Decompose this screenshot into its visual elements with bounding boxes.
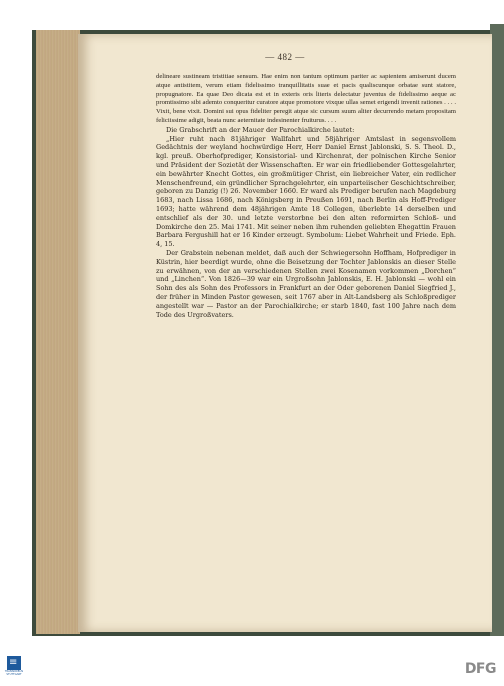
book-page [78, 34, 492, 632]
library-logo-icon: ≡ [7, 656, 21, 670]
paragraph-intro: Die Grabschrift an der Mauer der Parochialkirche lautet: [166, 125, 355, 134]
paragraph-gravestone: Der Grabstein nebenan meldet, daß auch der Schwiegersohn Hoffham, Hofprediger in Küstrin, hier beerdigt wurde, ohne die Beisetzung der Tochter Jablonskis an dieser Stelle zu erwähnen, von der an verschiedenen Stellen zwei Kosenamen vorkommen „Dorchen“ und „Linchen“. Von 1826—39 war ein Urgroßsohn Jablonskis, E. H. Jablonski — wohl ein Sohn des als Sohn des Professors in Frankfurt an der Oder geborenen Daniel Siegfried J., der früher in Minden Pastor gewesen, seit 1767 aber in Alt-Landsberg als Schloßprediger angestellt war — Pastor an der Parochialkirche; er starb 1840, fast 100 Jahre nach dem Tode des Urgroßvaters. [156, 248, 456, 319]
library-logo [4, 656, 24, 678]
book-cover-edge [490, 24, 504, 636]
library-logo-caption: TRANSKRIBUS STUTTGART [4, 670, 24, 676]
footer-bar [0, 662, 504, 686]
paragraph-latin: delineare sustineam tristitiae sensum. Hae enim non tantum optimum pariter ac sapientem amiserunt ducem atque antistitem, verum etiam fidelissimo tranquillitatis suae et pacis qualiscunque orbatae sunt statore, propugnatore. Ea quae Deo dicata est et in exteris oris literis delectatur juventus de fidelissimo aeque ac promtissimo sibi ademto conqueritur curatore atque promotore vixque ullas semet erigendi invenit rationes . . . . Vixit, bene vixit. Domini sui opus fideliter peregit atque sic cursum suum aliter decurrendo metam propositam feliciissime adigit, beata nunc aeternitate indesinenter fruiturus. . . . [156, 73, 456, 124]
dfg-logo: DFG [464, 661, 496, 677]
page-number: — 482 — [265, 52, 305, 62]
paragraph-epitaph: „Hier ruht nach 81jähriger Wallfahrt und 58jähriger Amtslast in segensvollem Gedächtnis der weyland hochwürdige Herr, Herr Daniel Ernst Jablonski, S. S. Theol. D., kgl. preuß. Oberhofprediger, Konsistorial- und Kirchenrat, der polnischen Kirche Senior und Präsident der Sozietät der Wissenschaften. Er war ein friedliebender Gottesgelahrter, ein bewährter Knecht Gottes, ein großmütiger Christ, ein liebreicher Vater, ein redlicher Menschenfreund, ein gründlicher Sprachgelehrter, ein unparteiischer Geschichtschreiber, geboren zu Danzig (!) 26. November 1660. Er ward als Prediger berufen nach Magdeburg 1683, nach Lissa 1686, nach Königsberg in Preußen 1691, nach Berlin als Hoff-Prediger 1693; hatte während dem 48jährigen Amte 18 Collegen, überlebte 14 derselben und entschlief als der 30. und letzte verstorbne bei den alten reformirten Schloß- und Domkirche den 25. Mai 1741. Mit seiner neben ihm ruhenden geliebten Ehegattin Frauen Barbara Fergushill hat er 16 Kinder erzeugt. Symbolum: Liebet Wahrheit und Friede. Eph. 4, 15. [156, 134, 456, 249]
page-text [156, 73, 456, 319]
page-stack-edge [36, 30, 80, 634]
